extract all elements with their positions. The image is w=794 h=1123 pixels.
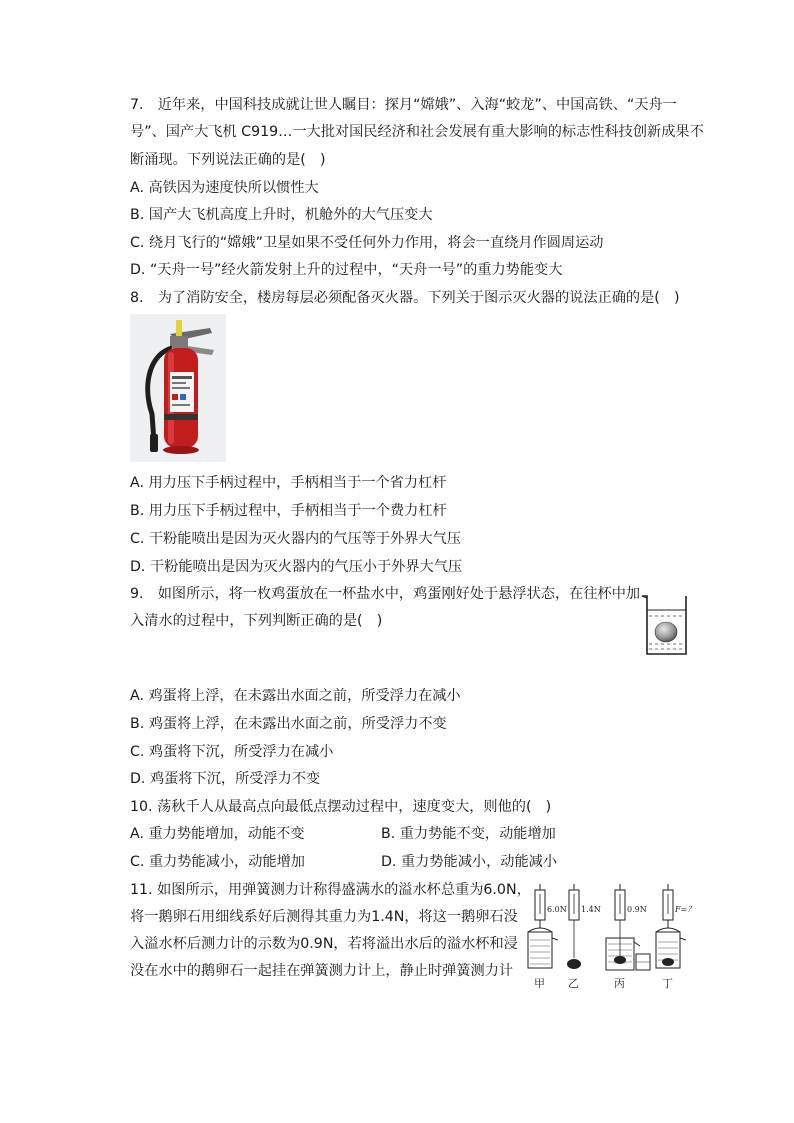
q8-option-b: B. 用力压下手柄过程中，手柄相当于一个费力杠杆: [130, 503, 447, 519]
q10-stem-line-1: 10. 荡秋千人从最高点向最低点摆动过程中，速度变大，则他的( ): [130, 799, 552, 815]
q11-stem-line-3: 入溢水杯后测力计的示数为0.9N，若将溢出水后的溢水杯和浸: [130, 936, 518, 952]
scale-ding: [656, 884, 695, 990]
caption-ding: 丁: [662, 977, 673, 990]
scale-jia: [528, 884, 567, 990]
q9-option-d: D. 鸡蛋将下沉，所受浮力不变: [130, 771, 321, 787]
q10-option-a: A. 重力势能增加，动能不变: [130, 826, 305, 842]
q10-option-d: D. 重力势能减小，动能减小: [381, 854, 558, 870]
q10-option-c: C. 重力势能减小，动能增加: [130, 854, 305, 870]
q7-option-c: C. 绕月飞行的“嫦娥”卫星如果不受任何外力作用，将会一直绕月作圆周运动: [130, 235, 604, 251]
fire-extinguisher-image: [130, 314, 226, 462]
q8-option-a: A. 用力压下手柄过程中，手柄相当于一个省力杠杆: [130, 475, 447, 491]
q11-stem-line-4: 没在水中的鹅卵石一起挂在弹簧测力计上，静止时弹簧测力计: [130, 963, 514, 979]
q9-option-c: C. 鸡蛋将下沉，所受浮力在减小: [130, 744, 334, 760]
q8-option-c: C. 干粉能喷出是因为灭火器内的气压等于外界大气压: [130, 531, 462, 547]
spring-scale-figure: [522, 884, 700, 990]
q7-stem-line-1: 7. 近年来，中国科技成就让世人瞩目：探月“嫦娥”、入海“蛟龙”、中国高铁、“天舟一: [130, 97, 677, 113]
q9-option-b: B. 鸡蛋将上浮，在未露出水面之前，所受浮力不变: [130, 716, 447, 732]
q11-stem-line-1: 11. 如图所示，用弹簧测力计称得盛满水的溢水杯总重为6.0N，: [130, 882, 531, 898]
reading-jia: 6.0N: [547, 905, 567, 914]
beaker-egg-figure: [640, 592, 692, 658]
q11-stem-line-2: 将一鹅卵石用细线系好后测得其重力为1.4N，将这一鹅卵石没: [130, 909, 518, 925]
q7-stem-line-3: 断涌现。下列说法正确的是( ): [130, 152, 326, 168]
caption-bing: 丙: [614, 977, 625, 990]
q8-option-d: D. 干粉能喷出是因为灭火器内的气压小于外界大气压: [130, 559, 463, 575]
reading-yi: 1.4N: [581, 905, 601, 914]
q7-option-a: A. 高铁因为速度快所以惯性大: [130, 180, 319, 196]
caption-yi: 乙: [568, 977, 579, 990]
q7-stem-line-2: 号”、国产大飞机 C919…一大批对国民经济和社会发展有重大影响的标志性科技创新成果不: [130, 124, 704, 140]
q7-option-b: B. 国产大飞机高度上升时，机舱外的大气压变大: [130, 207, 433, 223]
q8-stem-line-1: 8. 为了消防安全，楼房每层必须配备灭火器。下列关于图示灭火器的说法正确的是( ): [130, 290, 680, 306]
q7-option-d: D. “天舟一号”经火箭发射上升的过程中，“天舟一号”的重力势能变大: [130, 262, 563, 278]
q9-stem-line-1: 9. 如图所示，将一枚鸡蛋放在一杯盐水中，鸡蛋刚好处于悬浮状态，在往杯中加: [130, 586, 641, 602]
scale-yi: [567, 884, 601, 990]
q9-stem-line-2: 入清水的过程中，下列判断正确的是( ): [130, 613, 383, 629]
q10-option-b: B. 重力势能不变，动能增加: [381, 826, 556, 842]
q9-option-a: A. 鸡蛋将上浮，在未露出水面之前，所受浮力在减小: [130, 688, 461, 704]
scale-bing: [606, 884, 650, 990]
reading-ding: F=？: [675, 905, 696, 914]
reading-bing: 0.9N: [627, 905, 647, 914]
caption-jia: 甲: [534, 977, 545, 990]
